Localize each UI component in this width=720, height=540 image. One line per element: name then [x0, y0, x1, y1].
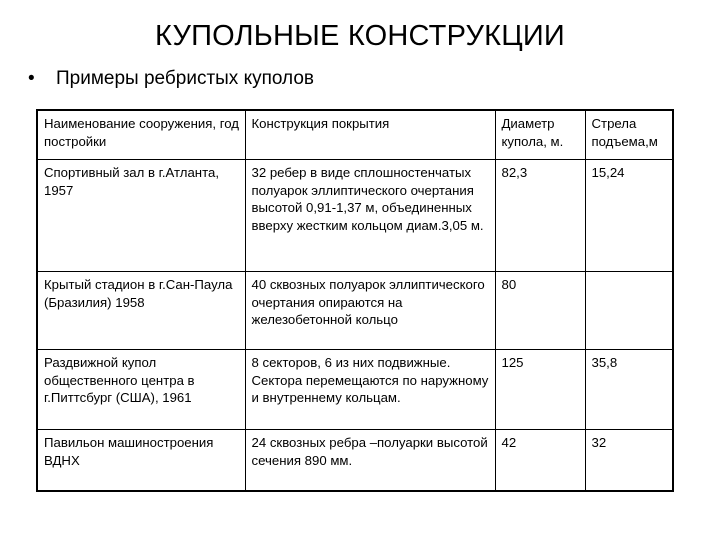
- cell-rise: [585, 272, 673, 350]
- domes-table-container: [36, 109, 672, 492]
- cell-name: Раздвижной купол общественного центра в г.Питтсбург (США), 1961: [37, 350, 245, 430]
- cell-name: Павильон машиностроения ВДНХ: [37, 430, 245, 492]
- cell-diameter: 42: [495, 430, 585, 492]
- header-name: Наименование сооружения, год постройки: [37, 110, 245, 160]
- table-row: [37, 160, 673, 272]
- header-rise: Стрела подъема,м: [585, 110, 673, 160]
- bullet-icon: •: [28, 68, 35, 89]
- domes-table: [36, 109, 674, 492]
- cell-name: Спортивный зал в г.Атланта, 1957: [37, 160, 245, 272]
- table-row: [37, 350, 673, 430]
- cell-construction: 32 ребер в виде сплошностенчатых полуарок эллиптического очертания высотой 0,91-1,37 м, объединенных вверху жестким кольцом диам.3,05 м.: [245, 160, 495, 272]
- cell-diameter: 125: [495, 350, 585, 430]
- cell-name: Крытый стадион в г.Сан-Паула (Бразилия) 1958: [37, 272, 245, 350]
- cell-rise: 15,24: [585, 160, 673, 272]
- cell-diameter: 82,3: [495, 160, 585, 272]
- header-diameter: Диаметр купола, м.: [495, 110, 585, 160]
- cell-construction: 8 секторов, 6 из них подвижные. Сектора перемещаются по наружному и внутреннему кольцам.: [245, 350, 495, 430]
- table-header-row: [37, 110, 673, 160]
- cell-diameter: 80: [495, 272, 585, 350]
- cell-rise: 32: [585, 430, 673, 492]
- cell-construction: 24 сквозных ребра –полуарки высотой сечения 890 мм.: [245, 430, 495, 492]
- subtitle-text: Примеры ребристых куполов: [56, 68, 315, 89]
- subtitle-line: [28, 67, 314, 91]
- cell-rise: 35,8: [585, 350, 673, 430]
- table-row: [37, 430, 673, 492]
- table-row: [37, 272, 673, 350]
- cell-construction: 40 сквозных полуарок эллиптического очертания опираются на железобетонной кольцо: [245, 272, 495, 350]
- slide-title: КУПОЛЬНЫЕ КОНСТРУКЦИИ: [155, 20, 565, 52]
- header-construction: Конструкция покрытия: [245, 110, 495, 160]
